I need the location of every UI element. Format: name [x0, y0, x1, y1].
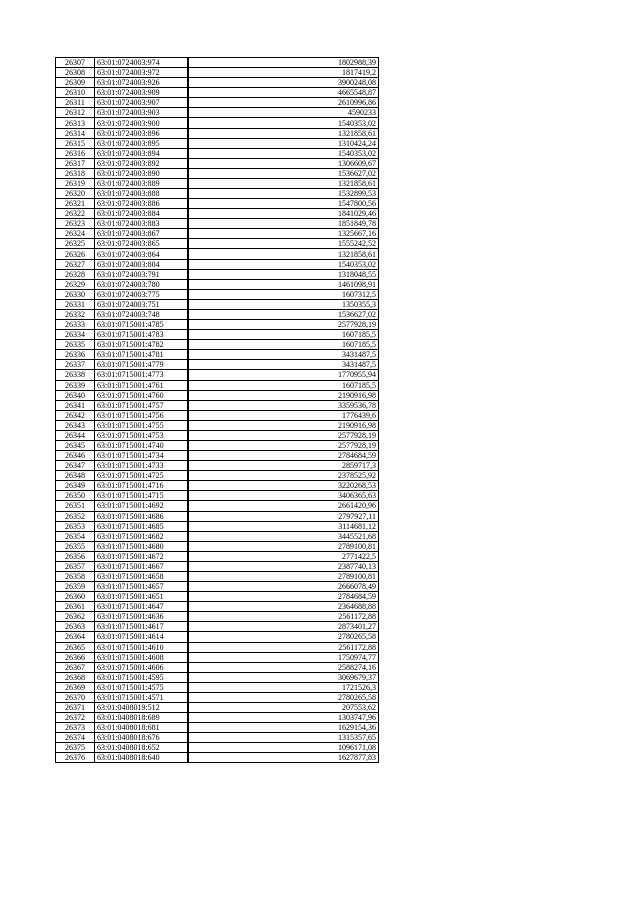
- cadastral-number-cell: 63:01:0715001:4614: [95, 632, 188, 642]
- row-number-cell: 26376: [56, 753, 95, 763]
- table-row: [56, 521, 379, 531]
- cadastral-value-cell: 2387740,13: [188, 561, 379, 571]
- row-number-cell: 26313: [56, 118, 95, 128]
- row-number-cell: 26372: [56, 713, 95, 723]
- table-row: [56, 400, 379, 410]
- cadastral-number-cell: 63:01:0715001:4595: [95, 672, 188, 682]
- cadastral-value-cell: 2661420,96: [188, 501, 379, 511]
- cadastral-number-cell: 63:01:0715001:4761: [95, 380, 188, 390]
- cadastral-value-cell: 1721526,3: [188, 682, 379, 692]
- table-row: [56, 239, 379, 249]
- cadastral-number-cell: 63:01:0715001:4606: [95, 662, 188, 672]
- cadastral-value-cell: 3445521,68: [188, 531, 379, 541]
- table-row: [56, 259, 379, 269]
- row-number-cell: 26323: [56, 219, 95, 229]
- row-number-cell: 26370: [56, 692, 95, 702]
- row-number-cell: 26357: [56, 561, 95, 571]
- row-number-cell: 26329: [56, 279, 95, 289]
- cadastral-number-cell: 63:01:0724003:890: [95, 168, 188, 178]
- cadastral-value-cell: 2784684,59: [188, 592, 379, 602]
- cadastral-value-table: [55, 57, 379, 763]
- cadastral-number-cell: 63:01:0715001:4692: [95, 501, 188, 511]
- row-number-cell: 26315: [56, 138, 95, 148]
- row-number-cell: 26363: [56, 622, 95, 632]
- row-number-cell: 26310: [56, 88, 95, 98]
- row-number-cell: 26352: [56, 511, 95, 521]
- row-number-cell: 26361: [56, 602, 95, 612]
- row-number-cell: 26307: [56, 58, 95, 68]
- row-number-cell: 26365: [56, 642, 95, 652]
- row-number-cell: 26333: [56, 320, 95, 330]
- table-row: [56, 148, 379, 158]
- cadastral-number-cell: 63:01:0715001:4658: [95, 571, 188, 581]
- cadastral-value-cell: 2859717,3: [188, 461, 379, 471]
- row-number-cell: 26364: [56, 632, 95, 642]
- cadastral-value-cell: 3431487,5: [188, 350, 379, 360]
- cadastral-value-cell: 1318048,55: [188, 269, 379, 279]
- cadastral-number-cell: 63:01:0715001:4773: [95, 370, 188, 380]
- table-row: [56, 108, 379, 118]
- table-row: [56, 78, 379, 88]
- cadastral-number-cell: 63:01:0724003:900: [95, 118, 188, 128]
- table-row: [56, 692, 379, 702]
- cadastral-number-cell: 63:01:0715001:4716: [95, 481, 188, 491]
- row-number-cell: 26375: [56, 743, 95, 753]
- table-row: [56, 501, 379, 511]
- table-row: [56, 662, 379, 672]
- table-row: [56, 390, 379, 400]
- cadastral-number-cell: 63:01:0724003:775: [95, 289, 188, 299]
- cadastral-value-cell: 2797927,11: [188, 511, 379, 521]
- table-row: [56, 380, 379, 390]
- table-row: [56, 98, 379, 108]
- cadastral-number-cell: 63:01:0715001:4680: [95, 541, 188, 551]
- cadastral-number-cell: 63:01:0715001:4685: [95, 521, 188, 531]
- cadastral-value-cell: 1750974,77: [188, 652, 379, 662]
- table-row: [56, 189, 379, 199]
- row-number-cell: 26330: [56, 289, 95, 299]
- row-number-cell: 26322: [56, 209, 95, 219]
- cadastral-value-cell: 1303747,96: [188, 713, 379, 723]
- table-row: [56, 703, 379, 713]
- cadastral-value-cell: 1096171,08: [188, 743, 379, 753]
- row-number-cell: 26319: [56, 178, 95, 188]
- table-row: [56, 88, 379, 98]
- cadastral-value-cell: 2364688,88: [188, 602, 379, 612]
- cadastral-value-cell: 1461098,91: [188, 279, 379, 289]
- row-number-cell: 26355: [56, 541, 95, 551]
- table-row: [56, 672, 379, 682]
- cadastral-number-cell: 63:01:0724003:804: [95, 259, 188, 269]
- row-number-cell: 26373: [56, 723, 95, 733]
- cadastral-number-cell: 63:01:0715001:4617: [95, 622, 188, 632]
- cadastral-value-cell: 1802988,39: [188, 58, 379, 68]
- table-row: [56, 592, 379, 602]
- cadastral-value-cell: 1325667,16: [188, 229, 379, 239]
- row-number-cell: 26353: [56, 521, 95, 531]
- table-row: [56, 632, 379, 642]
- cadastral-number-cell: 63:01:0715001:4760: [95, 390, 188, 400]
- table-row: [56, 128, 379, 138]
- table-row: [56, 471, 379, 481]
- row-number-cell: 26368: [56, 672, 95, 682]
- row-number-cell: 26332: [56, 309, 95, 319]
- cadastral-value-cell: 2588274,16: [188, 662, 379, 672]
- cadastral-number-cell: 63:01:0724003:888: [95, 189, 188, 199]
- table-row: [56, 682, 379, 692]
- cadastral-number-cell: 63:01:0715001:4571: [95, 692, 188, 702]
- cadastral-number-cell: 63:01:0715001:4753: [95, 430, 188, 440]
- table-row: [56, 602, 379, 612]
- table-row: [56, 158, 379, 168]
- row-number-cell: 26345: [56, 440, 95, 450]
- cadastral-number-cell: 63:01:0724003:972: [95, 68, 188, 78]
- cadastral-number-cell: 63:01:0724003:889: [95, 178, 188, 188]
- table-row: [56, 723, 379, 733]
- cadastral-number-cell: 63:01:0724003:884: [95, 209, 188, 219]
- row-number-cell: 26362: [56, 612, 95, 622]
- cadastral-number-cell: 63:01:0715001:4636: [95, 612, 188, 622]
- table-row: [56, 410, 379, 420]
- row-number-cell: 26327: [56, 259, 95, 269]
- row-number-cell: 26328: [56, 269, 95, 279]
- row-number-cell: 26308: [56, 68, 95, 78]
- cadastral-number-cell: 63:01:0715001:4657: [95, 582, 188, 592]
- cadastral-value-cell: 1629154,36: [188, 723, 379, 733]
- cadastral-number-cell: 63:01:0724003:791: [95, 269, 188, 279]
- cadastral-value-cell: 2780265,58: [188, 692, 379, 702]
- cadastral-value-cell: 1841029,46: [188, 209, 379, 219]
- table-row: [56, 309, 379, 319]
- table-row: [56, 622, 379, 632]
- cadastral-value-cell: 1770955,94: [188, 370, 379, 380]
- table-row: [56, 58, 379, 68]
- table-row: [56, 340, 379, 350]
- cadastral-number-cell: 63:01:0715001:4651: [95, 592, 188, 602]
- cadastral-value-cell: 2784684,59: [188, 451, 379, 461]
- cadastral-number-cell: 63:01:0715001:4756: [95, 410, 188, 420]
- table-row: [56, 642, 379, 652]
- table-row: [56, 118, 379, 128]
- row-number-cell: 26317: [56, 158, 95, 168]
- cadastral-value-cell: 207553,62: [188, 703, 379, 713]
- cadastral-value-cell: 1540353,02: [188, 259, 379, 269]
- cadastral-number-cell: 63:01:0724003:865: [95, 239, 188, 249]
- cadastral-value-cell: 1555242,52: [188, 239, 379, 249]
- cadastral-value-cell: 2771422,5: [188, 551, 379, 561]
- row-number-cell: 26318: [56, 168, 95, 178]
- cadastral-value-cell: 2561172,88: [188, 612, 379, 622]
- cadastral-number-cell: 63:01:0408018:652: [95, 743, 188, 753]
- table-row: [56, 451, 379, 461]
- cadastral-value-cell: 1607312,5: [188, 289, 379, 299]
- cadastral-value-cell: 1607185,5: [188, 340, 379, 350]
- table-row: [56, 168, 379, 178]
- table-row: [56, 612, 379, 622]
- row-number-cell: 26374: [56, 733, 95, 743]
- table-row: [56, 138, 379, 148]
- table-row: [56, 753, 379, 763]
- cadastral-value-cell: 2378525,92: [188, 471, 379, 481]
- cadastral-number-cell: 63:01:0715001:4667: [95, 561, 188, 571]
- row-number-cell: 26349: [56, 481, 95, 491]
- cadastral-value-cell: 2666078,49: [188, 582, 379, 592]
- cadastral-value-cell: 2577928,19: [188, 320, 379, 330]
- row-number-cell: 26367: [56, 662, 95, 672]
- cadastral-value-cell: 3114681,12: [188, 521, 379, 531]
- cadastral-number-cell: 63:01:0715001:4734: [95, 451, 188, 461]
- cadastral-number-cell: 63:01:0715001:4575: [95, 682, 188, 692]
- table-row: [56, 249, 379, 259]
- cadastral-value-cell: 2873401,27: [188, 622, 379, 632]
- cadastral-value-cell: 1315357,65: [188, 733, 379, 743]
- cadastral-number-cell: 63:01:0724003:974: [95, 58, 188, 68]
- cadastral-number-cell: 63:01:0724003:748: [95, 309, 188, 319]
- cadastral-value-cell: 1350355,3: [188, 299, 379, 309]
- table-row: [56, 320, 379, 330]
- cadastral-value-cell: 1540353,02: [188, 148, 379, 158]
- table-row: [56, 269, 379, 279]
- cadastral-number-cell: 63:01:0724003:867: [95, 229, 188, 239]
- cadastral-number-cell: 63:01:0715001:4686: [95, 511, 188, 521]
- cadastral-number-cell: 63:01:0715001:4740: [95, 440, 188, 450]
- cadastral-number-cell: 63:01:0724003:903: [95, 108, 188, 118]
- row-number-cell: 26354: [56, 531, 95, 541]
- cadastral-value-cell: 2610996,86: [188, 98, 379, 108]
- cadastral-value-cell: 1321858,61: [188, 178, 379, 188]
- cadastral-value-cell: 4665548,87: [188, 88, 379, 98]
- cadastral-number-cell: 63:01:0715001:4715: [95, 491, 188, 501]
- cadastral-value-cell: 1607185,5: [188, 380, 379, 390]
- row-number-cell: 26316: [56, 148, 95, 158]
- row-number-cell: 26360: [56, 592, 95, 602]
- cadastral-value-cell: 1306609,67: [188, 158, 379, 168]
- row-number-cell: 26356: [56, 551, 95, 561]
- table-row: [56, 299, 379, 309]
- cadastral-number-cell: 63:01:0724003:894: [95, 148, 188, 158]
- cadastral-value-cell: 1627877,83: [188, 753, 379, 763]
- cadastral-value-cell: 3069679,37: [188, 672, 379, 682]
- table-row: [56, 178, 379, 188]
- cadastral-value-cell: 4590233: [188, 108, 379, 118]
- cadastral-number-cell: 63:01:0408018:689: [95, 713, 188, 723]
- row-number-cell: 26339: [56, 380, 95, 390]
- cadastral-value-cell: 2789100,81: [188, 541, 379, 551]
- row-number-cell: 26311: [56, 98, 95, 108]
- table-row: [56, 571, 379, 581]
- cadastral-value-cell: 1532899,53: [188, 189, 379, 199]
- cadastral-number-cell: 63:01:0715001:4725: [95, 471, 188, 481]
- row-number-cell: 26359: [56, 582, 95, 592]
- cadastral-value-cell: 2561172,88: [188, 642, 379, 652]
- row-number-cell: 26336: [56, 350, 95, 360]
- table-row: [56, 561, 379, 571]
- row-number-cell: 26350: [56, 491, 95, 501]
- cadastral-number-cell: 63:01:0715001:4733: [95, 461, 188, 471]
- cadastral-number-cell: 63:01:0724003:886: [95, 199, 188, 209]
- cadastral-value-cell: 1776439,6: [188, 410, 379, 420]
- table-row: [56, 481, 379, 491]
- table-row: [56, 330, 379, 340]
- cadastral-number-cell: 63:01:0715001:4783: [95, 330, 188, 340]
- cadastral-value-cell: 3220268,53: [188, 481, 379, 491]
- table-row: [56, 511, 379, 521]
- row-number-cell: 26369: [56, 682, 95, 692]
- cadastral-number-cell: 63:01:0715001:4608: [95, 652, 188, 662]
- table-row: [56, 420, 379, 430]
- table-row: [56, 199, 379, 209]
- table-row: [56, 461, 379, 471]
- row-number-cell: 26358: [56, 571, 95, 581]
- table-row: [56, 582, 379, 592]
- table-row: [56, 430, 379, 440]
- row-number-cell: 26309: [56, 78, 95, 88]
- table-row: [56, 491, 379, 501]
- row-number-cell: 26337: [56, 360, 95, 370]
- row-number-cell: 26346: [56, 451, 95, 461]
- table-row: [56, 551, 379, 561]
- row-number-cell: 26371: [56, 703, 95, 713]
- table-row: [56, 743, 379, 753]
- cadastral-value-cell: 1817419,2: [188, 68, 379, 78]
- table-row: [56, 733, 379, 743]
- cadastral-number-cell: 63:01:0715001:4781: [95, 350, 188, 360]
- table-row: [56, 219, 379, 229]
- cadastral-value-cell: 1607185,5: [188, 330, 379, 340]
- cadastral-value-cell: 3900248,08: [188, 78, 379, 88]
- cadastral-number-cell: 63:01:0724003:892: [95, 158, 188, 168]
- cadastral-value-cell: 1540353,02: [188, 118, 379, 128]
- cadastral-number-cell: 63:01:0715001:4755: [95, 420, 188, 430]
- cadastral-number-cell: 63:01:0724003:751: [95, 299, 188, 309]
- row-number-cell: 26348: [56, 471, 95, 481]
- cadastral-value-cell: 3406365,63: [188, 491, 379, 501]
- cadastral-value-cell: 1547800,56: [188, 199, 379, 209]
- cadastral-value-cell: 2577928,19: [188, 430, 379, 440]
- table-row: [56, 289, 379, 299]
- cadastral-number-cell: 63:01:0715001:4757: [95, 400, 188, 410]
- row-number-cell: 26312: [56, 108, 95, 118]
- cadastral-value-cell: 2780265,58: [188, 632, 379, 642]
- row-number-cell: 26314: [56, 128, 95, 138]
- cadastral-number-cell: 63:01:0715001:4647: [95, 602, 188, 612]
- row-number-cell: 26335: [56, 340, 95, 350]
- cadastral-number-cell: 63:01:0724003:896: [95, 128, 188, 138]
- row-number-cell: 26324: [56, 229, 95, 239]
- table-row: [56, 370, 379, 380]
- cadastral-number-cell: 63:01:0724003:926: [95, 78, 188, 88]
- table-row: [56, 713, 379, 723]
- table-body: [56, 58, 379, 763]
- cadastral-value-cell: 1310424,24: [188, 138, 379, 148]
- row-number-cell: 26351: [56, 501, 95, 511]
- cadastral-value-cell: 2190916,98: [188, 420, 379, 430]
- row-number-cell: 26331: [56, 299, 95, 309]
- table-row: [56, 360, 379, 370]
- row-number-cell: 26325: [56, 239, 95, 249]
- row-number-cell: 26366: [56, 652, 95, 662]
- cadastral-value-cell: 1536627,02: [188, 309, 379, 319]
- cadastral-number-cell: 63:01:0724003:883: [95, 219, 188, 229]
- cadastral-number-cell: 63:01:0715001:4672: [95, 551, 188, 561]
- row-number-cell: 26320: [56, 189, 95, 199]
- row-number-cell: 26340: [56, 390, 95, 400]
- cadastral-value-cell: 3431487,5: [188, 360, 379, 370]
- cadastral-number-cell: 63:01:0408018:681: [95, 723, 188, 733]
- cadastral-value-cell: 2190916,98: [188, 390, 379, 400]
- row-number-cell: 26326: [56, 249, 95, 259]
- cadastral-number-cell: 63:01:0724003:864: [95, 249, 188, 259]
- table-row: [56, 350, 379, 360]
- cadastral-number-cell: 63:01:0724003:895: [95, 138, 188, 148]
- cadastral-number-cell: 63:01:0724003:907: [95, 98, 188, 108]
- row-number-cell: 26338: [56, 370, 95, 380]
- cadastral-value-cell: 1321858,61: [188, 249, 379, 259]
- cadastral-number-cell: 63:01:0724003:780: [95, 279, 188, 289]
- cadastral-number-cell: 63:01:0408018:676: [95, 733, 188, 743]
- cadastral-value-cell: 1536627,02: [188, 168, 379, 178]
- cadastral-number-cell: 63:01:0715001:4782: [95, 340, 188, 350]
- table-row: [56, 531, 379, 541]
- table-row: [56, 652, 379, 662]
- table-row: [56, 68, 379, 78]
- row-number-cell: 26334: [56, 330, 95, 340]
- cadastral-number-cell: 63:01:0715001:4682: [95, 531, 188, 541]
- cadastral-value-cell: 1851849,78: [188, 219, 379, 229]
- table-row: [56, 209, 379, 219]
- cadastral-value-cell: 1321858,61: [188, 128, 379, 138]
- table-row: [56, 440, 379, 450]
- cadastral-value-cell: 3359536,78: [188, 400, 379, 410]
- table-row: [56, 541, 379, 551]
- table-row: [56, 279, 379, 289]
- row-number-cell: 26341: [56, 400, 95, 410]
- cadastral-number-cell: 63:01:0715001:4779: [95, 360, 188, 370]
- row-number-cell: 26321: [56, 199, 95, 209]
- table-row: [56, 229, 379, 239]
- row-number-cell: 26344: [56, 430, 95, 440]
- cadastral-number-cell: 63:01:0724003:909: [95, 88, 188, 98]
- cadastral-number-cell: 63:01:0408019:512: [95, 703, 188, 713]
- cadastral-value-cell: 2577928,19: [188, 440, 379, 450]
- cadastral-value-cell: 2789100,81: [188, 571, 379, 581]
- cadastral-number-cell: 63:01:0715001:4785: [95, 320, 188, 330]
- row-number-cell: 26343: [56, 420, 95, 430]
- row-number-cell: 26342: [56, 410, 95, 420]
- cadastral-number-cell: 63:01:0715001:4610: [95, 642, 188, 652]
- row-number-cell: 26347: [56, 461, 95, 471]
- cadastral-number-cell: 63:01:0408018:640: [95, 753, 188, 763]
